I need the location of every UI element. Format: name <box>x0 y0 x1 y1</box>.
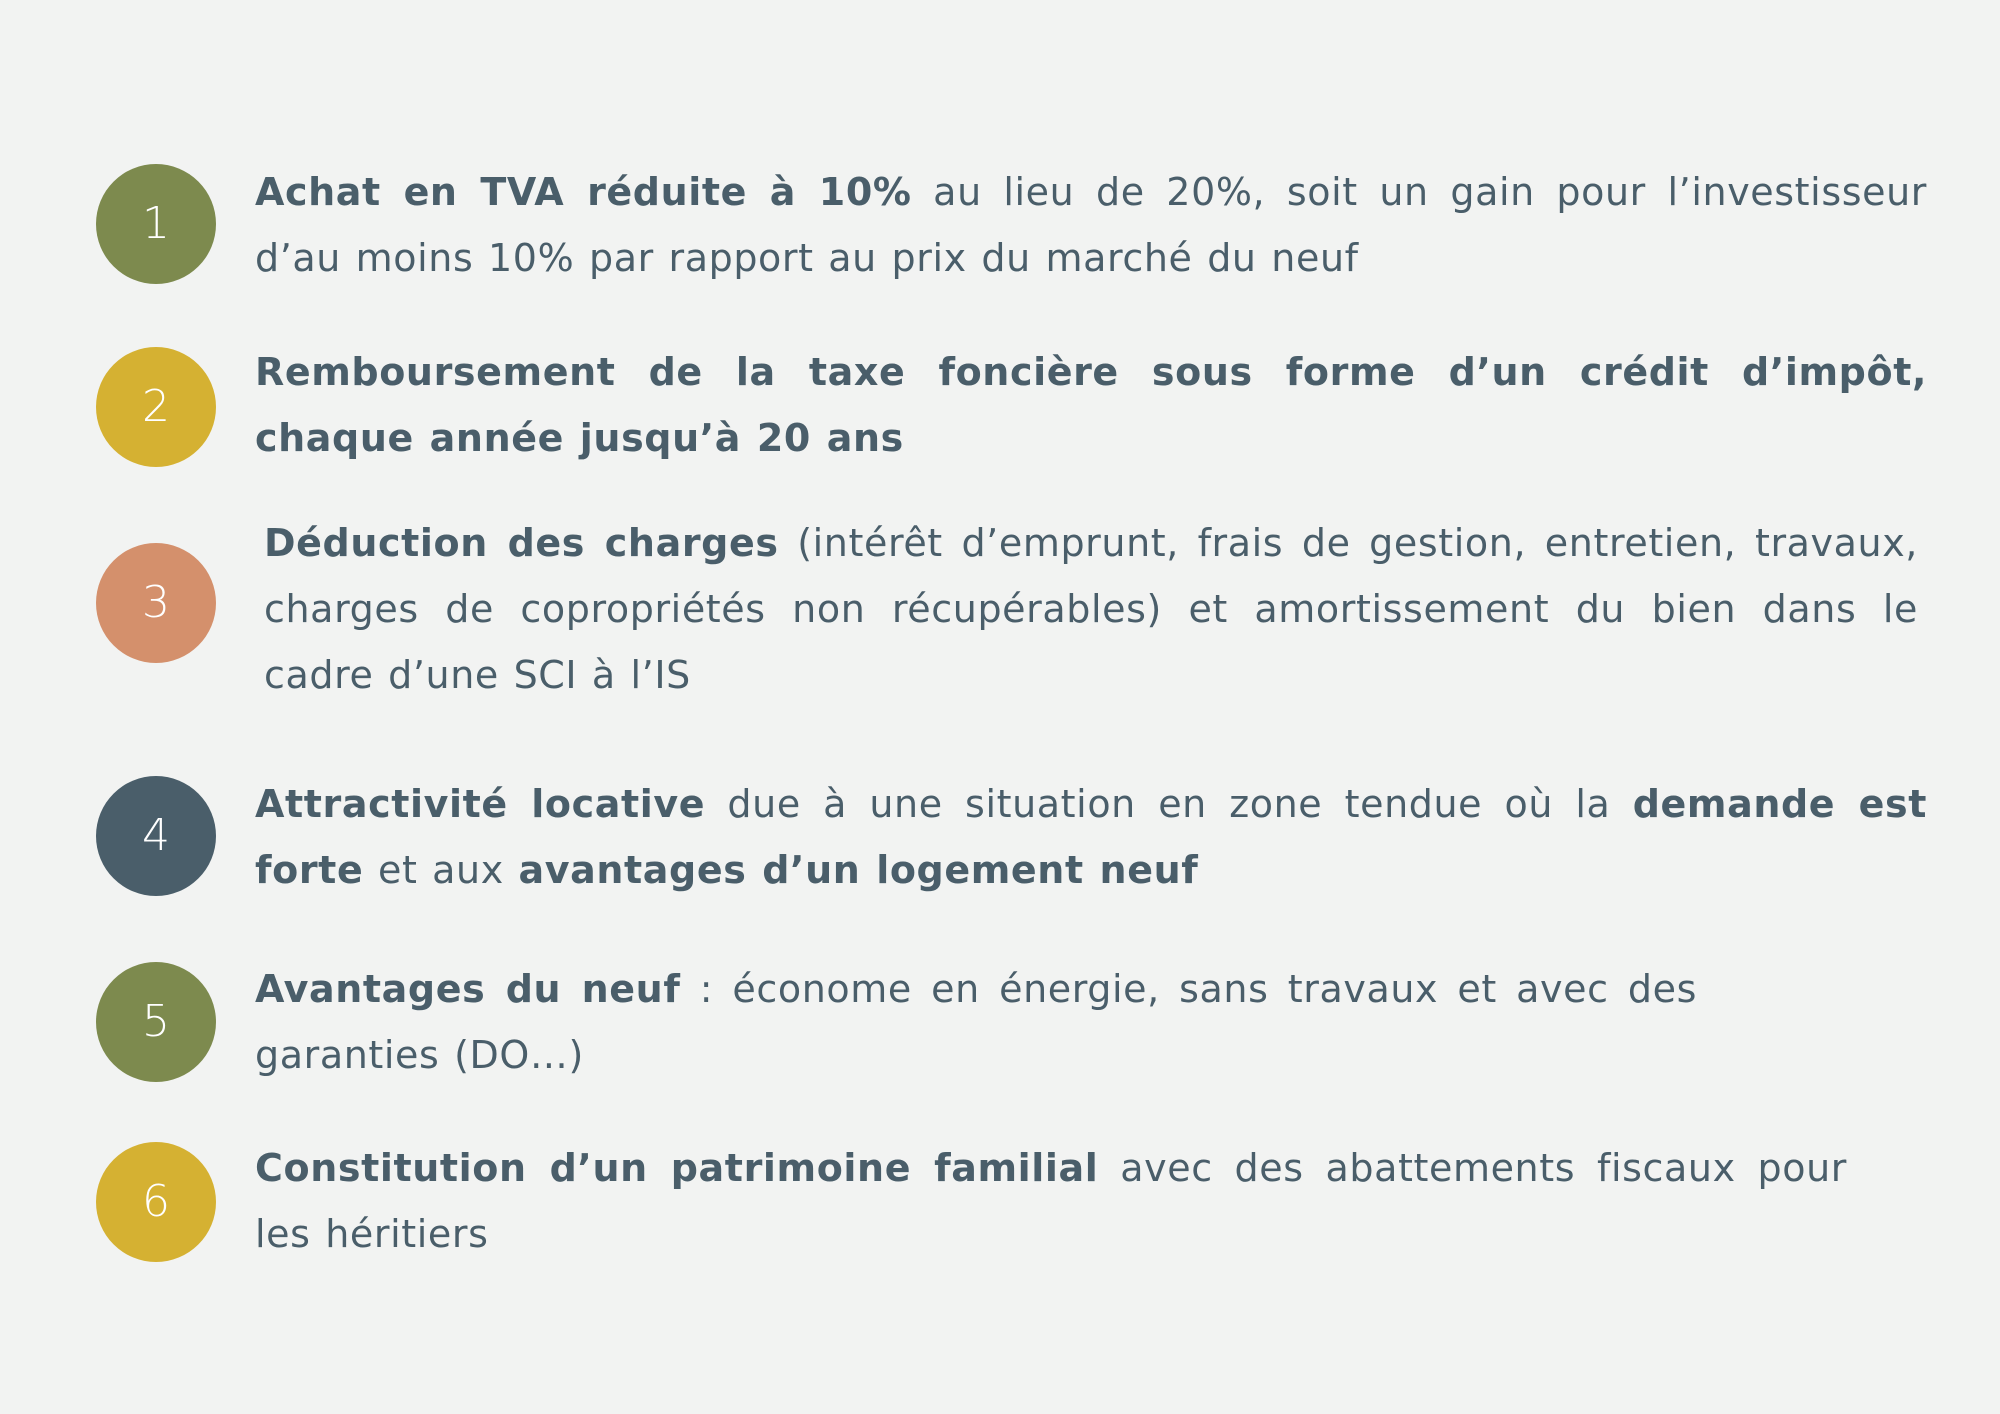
number-badge: 3 <box>96 543 216 663</box>
text-segment: et aux <box>363 848 519 892</box>
advantage-text <box>255 1135 1847 1267</box>
number-badge: 4 <box>96 776 216 896</box>
bold-text-segment: Achat en TVA réduite à 10% <box>255 170 912 214</box>
advantage-text <box>255 956 1697 1088</box>
bold-text-segment: Déduction des charges <box>264 521 779 565</box>
bold-text-segment: Remboursement de la taxe foncière sous forme d’un crédit d’impôt, chaque année jusqu’à 20 ans <box>255 350 1927 460</box>
advantage-text <box>255 159 1927 291</box>
number-badge: 6 <box>96 1142 216 1262</box>
text-segment: : économe en énergie, sans travaux et avec des garanties (DO…) <box>255 967 1697 1077</box>
text-segment: (intérêt d’emprunt, frais de gestion, entretien, travaux, charges de copropriétés non récupérables) et amortissement du bien dans le cadre d’une SCI à l’IS <box>264 521 1918 697</box>
text-segment: au lieu de 20%, soit un gain pour l’investisseur d’au moins 10% par rapport au prix du marché du neuf <box>255 170 1927 280</box>
bold-text-segment: Avantages du neuf <box>255 967 681 1011</box>
bold-text-segment: Attractivité locative <box>255 782 706 826</box>
number-badge: 2 <box>96 347 216 467</box>
bold-text-segment: demande est forte <box>255 782 1927 892</box>
number-badge: 5 <box>96 962 216 1082</box>
number-badge: 1 <box>96 164 216 284</box>
bold-text-segment: avantages d’un logement neuf <box>518 848 1199 892</box>
advantage-text <box>255 339 1927 471</box>
advantage-text <box>255 771 1927 903</box>
advantage-text <box>264 510 1918 708</box>
text-segment: avec des abattements fiscaux pour les héritiers <box>255 1146 1847 1256</box>
text-segment: due à une situation en zone tendue où la <box>705 782 1633 826</box>
bold-text-segment: Constitution d’un patrimoine familial <box>255 1146 1099 1190</box>
